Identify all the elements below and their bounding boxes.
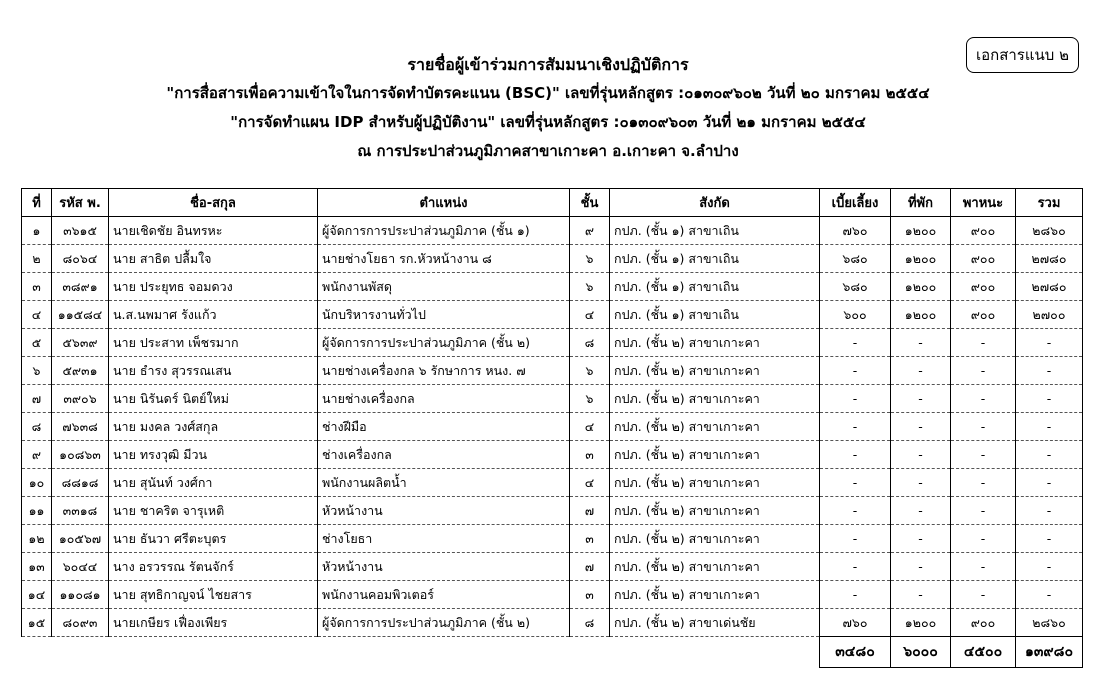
- col-grade-cell: ๖: [570, 357, 610, 385]
- table-row: [22, 441, 1083, 469]
- col-total-cell: ๒๗๘๐: [1016, 245, 1083, 273]
- col-transport-cell: -: [951, 413, 1016, 441]
- table-row: [22, 609, 1083, 637]
- col-allowance-cell: -: [820, 441, 891, 469]
- col-no-cell: ๑: [22, 217, 52, 245]
- col-transport-header: พาหนะ: [951, 189, 1016, 217]
- col-name-cell: น.ส.นพมาศ รังแก้ว: [109, 301, 318, 329]
- col-position-cell: ช่างเครื่องกล: [318, 441, 570, 469]
- col-allowance-cell: -: [820, 385, 891, 413]
- col-unit-cell: กปภ. (ชั้น ๑) สาขาเถิน: [610, 273, 820, 301]
- col-unit-cell: กปภ. (ชั้น ๒) สาขาเกาะคา: [610, 329, 820, 357]
- col-emp-code-cell: ๓๓๑๘: [52, 497, 109, 525]
- col-grade-cell: ๖: [570, 385, 610, 413]
- col-allowance-cell: -: [820, 329, 891, 357]
- col-total-cell: -: [1016, 553, 1083, 581]
- totals-spacer: [22, 637, 820, 668]
- col-transport-cell: ๙๐๐: [951, 301, 1016, 329]
- col-lodging-cell: -: [891, 329, 951, 357]
- table-row: [22, 217, 1083, 245]
- col-emp-code-cell: ๗๖๓๘: [52, 413, 109, 441]
- col-name-cell: นาย สุนันท์ วงศ์กา: [109, 469, 318, 497]
- col-emp-code-cell: ๕๖๓๙: [52, 329, 109, 357]
- col-no-cell: ๙: [22, 441, 52, 469]
- col-total-cell: -: [1016, 357, 1083, 385]
- course-line-2: "การจัดทำแผน IDP สำหรับผู้ปฏิบัติงาน" เลขที่รุ่นหลักสูตร :๐๑๓๐๙๖๐๓ วันที่ ๒๑ มกราคม ๒๕๕๔: [230, 113, 866, 131]
- col-emp-code-cell: ๓๖๑๕: [52, 217, 109, 245]
- col-total-cell: -: [1016, 385, 1083, 413]
- col-grade-cell: ๗: [570, 553, 610, 581]
- col-name-cell: นาย มงคล วงศ์สกุล: [109, 413, 318, 441]
- col-position-cell: นักบริหารงานทั่วไป: [318, 301, 570, 329]
- col-unit-cell: กปภ. (ชั้น ๑) สาขาเถิน: [610, 301, 820, 329]
- col-name-cell: นายเชิดชัย อินทรหะ: [109, 217, 318, 245]
- col-total-header: รวม: [1016, 189, 1083, 217]
- col-emp-code-cell: ๑๑๐๘๑: [52, 581, 109, 609]
- col-name-cell: นาย ชาคริต จารุเหติ: [109, 497, 318, 525]
- table-row: [22, 497, 1083, 525]
- col-position-cell: พนักงานพัสดุ: [318, 273, 570, 301]
- table-row: [22, 329, 1083, 357]
- col-lodging-cell: ๑๒๐๐: [891, 609, 951, 637]
- col-name-cell: นาย ธันวา ศรีตะบุตร: [109, 525, 318, 553]
- col-allowance-cell: -: [820, 553, 891, 581]
- col-unit-header: สังกัด: [610, 189, 820, 217]
- col-unit-cell: กปภ. (ชั้น ๑) สาขาเถิน: [610, 217, 820, 245]
- col-transport-cell: -: [951, 441, 1016, 469]
- col-unit-cell: กปภ. (ชั้น ๒) สาขาเกาะคา: [610, 497, 820, 525]
- col-total-cell: ๒๘๖๐: [1016, 217, 1083, 245]
- col-transport-cell: -: [951, 385, 1016, 413]
- col-total-cell: ๒๗๘๐: [1016, 273, 1083, 301]
- attachment-label: เอกสารแนบ ๒: [966, 37, 1079, 73]
- document-titles: [0, 50, 1096, 166]
- col-emp-code-cell: ๕๙๓๑: [52, 357, 109, 385]
- col-no-cell: ๕: [22, 329, 52, 357]
- col-allowance-header: เบี้ยเลี้ยง: [820, 189, 891, 217]
- table-row: [22, 245, 1083, 273]
- col-total-cell: -: [1016, 413, 1083, 441]
- col-emp-code-cell: ๑๐๕๖๗: [52, 525, 109, 553]
- col-transport-cell: -: [951, 581, 1016, 609]
- table-row: [22, 413, 1083, 441]
- col-grade-cell: ๙: [570, 217, 610, 245]
- col-grade-header: ชั้น: [570, 189, 610, 217]
- col-name-cell: นาย ทรงวุฒิ มีวน: [109, 441, 318, 469]
- col-total-cell: ๒๗๐๐: [1016, 301, 1083, 329]
- col-unit-cell: กปภ. (ชั้น ๑) สาขาเถิน: [610, 245, 820, 273]
- col-name-cell: นาย ประสาท เพ็ชรมาก: [109, 329, 318, 357]
- col-no-cell: ๘: [22, 413, 52, 441]
- col-allowance-cell: -: [820, 525, 891, 553]
- venue-line: ณ การประปาส่วนภูมิภาคสาขาเกาะคา อ.เกาะคา จ.ลำปาง: [357, 142, 739, 160]
- col-position-cell: หัวหน้างาน: [318, 497, 570, 525]
- participants-table: [21, 188, 1083, 668]
- col-no-cell: ๒: [22, 245, 52, 273]
- col-lodging-cell: -: [891, 441, 951, 469]
- col-allowance-cell: ๖๘๐: [820, 245, 891, 273]
- col-position-cell: ผู้จัดการการประปาส่วนภูมิภาค (ชั้น ๑): [318, 217, 570, 245]
- col-lodging-cell: ๑๒๐๐: [891, 301, 951, 329]
- col-allowance-cell: ๖๐๐: [820, 301, 891, 329]
- col-total-cell: -: [1016, 441, 1083, 469]
- col-emp-code-header: รหัส พ.: [52, 189, 109, 217]
- col-emp-code-cell: ๘๘๑๘: [52, 469, 109, 497]
- col-grade-cell: ๘: [570, 329, 610, 357]
- document-title: รายชื่อผู้เข้าร่วมการสัมมนาเชิงปฏิบัติการ: [407, 55, 689, 74]
- col-total-cell: ๒๘๖๐: [1016, 609, 1083, 637]
- col-no-header: ที่: [22, 189, 52, 217]
- col-no-cell: ๑๑: [22, 497, 52, 525]
- col-emp-code-cell: ๓๙๐๖: [52, 385, 109, 413]
- table-row: [22, 273, 1083, 301]
- col-emp-code-cell: ๖๐๔๔: [52, 553, 109, 581]
- totals-row: [22, 637, 1083, 668]
- table-row: [22, 525, 1083, 553]
- col-grade-cell: ๓: [570, 441, 610, 469]
- col-name-cell: นาง อรวรรณ รัตนจักร์: [109, 553, 318, 581]
- col-unit-cell: กปภ. (ชั้น ๒) สาขาเกาะคา: [610, 357, 820, 385]
- col-transport-cell: -: [951, 553, 1016, 581]
- col-total-cell: -: [1016, 525, 1083, 553]
- col-position-cell: ผู้จัดการการประปาส่วนภูมิภาค (ชั้น ๒): [318, 329, 570, 357]
- table-row: [22, 553, 1083, 581]
- col-grade-cell: ๖: [570, 273, 610, 301]
- col-allowance-total: ๓๔๘๐: [820, 637, 891, 668]
- col-grade-cell: ๘: [570, 609, 610, 637]
- col-position-cell: ช่างฝีมือ: [318, 413, 570, 441]
- col-grade-cell: ๔: [570, 301, 610, 329]
- table-row: [22, 581, 1083, 609]
- col-lodging-cell: -: [891, 413, 951, 441]
- col-no-cell: ๑๐: [22, 469, 52, 497]
- col-unit-cell: กปภ. (ชั้น ๒) สาขาเกาะคา: [610, 553, 820, 581]
- col-lodging-cell: ๑๒๐๐: [891, 245, 951, 273]
- col-transport-cell: ๙๐๐: [951, 273, 1016, 301]
- col-total-cell: -: [1016, 497, 1083, 525]
- col-no-cell: ๑๒: [22, 525, 52, 553]
- col-transport-cell: -: [951, 329, 1016, 357]
- col-allowance-cell: -: [820, 469, 891, 497]
- col-transport-cell: -: [951, 357, 1016, 385]
- col-name-cell: นาย นิรันดร์ นิตย์ใหม่: [109, 385, 318, 413]
- col-name-cell: นาย ธำรง สุวรรณเสน: [109, 357, 318, 385]
- col-lodging-header: ที่พัก: [891, 189, 951, 217]
- col-emp-code-cell: ๓๘๙๑: [52, 273, 109, 301]
- col-no-cell: ๔: [22, 301, 52, 329]
- course-line-1: "การสื่อสารเพื่อความเข้าใจในการจัดทำบัตรคะแนน (BSC)" เลขที่รุ่นหลักสูตร :๐๑๓๐๙๖๐๒ วันที่ ๒๐ มกราคม ๒๕๕๔: [166, 84, 930, 102]
- col-lodging-cell: -: [891, 553, 951, 581]
- col-no-cell: ๑๓: [22, 553, 52, 581]
- col-grade-cell: ๔: [570, 413, 610, 441]
- col-transport-cell: -: [951, 497, 1016, 525]
- col-total-total: ๑๓๙๘๐: [1016, 637, 1083, 668]
- col-allowance-cell: -: [820, 497, 891, 525]
- col-allowance-cell: ๖๘๐: [820, 273, 891, 301]
- col-transport-cell: -: [951, 469, 1016, 497]
- col-grade-cell: ๔: [570, 469, 610, 497]
- col-total-cell: -: [1016, 329, 1083, 357]
- col-no-cell: ๗: [22, 385, 52, 413]
- col-unit-cell: กปภ. (ชั้น ๒) สาขาเกาะคา: [610, 581, 820, 609]
- col-allowance-cell: ๗๖๐: [820, 217, 891, 245]
- col-emp-code-cell: ๘๐๖๔: [52, 245, 109, 273]
- col-allowance-cell: ๗๖๐: [820, 609, 891, 637]
- col-lodging-cell: -: [891, 497, 951, 525]
- col-no-cell: ๓: [22, 273, 52, 301]
- col-unit-cell: กปภ. (ชั้น ๒) สาขาเด่นชัย: [610, 609, 820, 637]
- col-transport-cell: ๙๐๐: [951, 609, 1016, 637]
- col-allowance-cell: -: [820, 357, 891, 385]
- col-lodging-cell: -: [891, 385, 951, 413]
- col-lodging-cell: -: [891, 357, 951, 385]
- col-position-header: ตำแหน่ง: [318, 189, 570, 217]
- col-grade-cell: ๓: [570, 525, 610, 553]
- col-position-cell: นายช่างเครื่องกล ๖ รักษาการ หนง. ๗: [318, 357, 570, 385]
- col-name-header: ชื่อ-สกุล: [109, 189, 318, 217]
- col-name-cell: นาย สาธิต ปลื้มใจ: [109, 245, 318, 273]
- col-grade-cell: ๖: [570, 245, 610, 273]
- col-no-cell: ๑๔: [22, 581, 52, 609]
- col-position-cell: หัวหน้างาน: [318, 553, 570, 581]
- col-position-cell: พนักงานผลิตน้ำ: [318, 469, 570, 497]
- col-unit-cell: กปภ. (ชั้น ๒) สาขาเกาะคา: [610, 441, 820, 469]
- col-lodging-cell: -: [891, 525, 951, 553]
- col-lodging-total: ๖๐๐๐: [891, 637, 951, 668]
- col-unit-cell: กปภ. (ชั้น ๒) สาขาเกาะคา: [610, 413, 820, 441]
- table-row: [22, 357, 1083, 385]
- col-transport-cell: ๙๐๐: [951, 217, 1016, 245]
- col-unit-cell: กปภ. (ชั้น ๒) สาขาเกาะคา: [610, 385, 820, 413]
- col-position-cell: ช่างโยธา: [318, 525, 570, 553]
- col-lodging-cell: -: [891, 581, 951, 609]
- table-header-row: [22, 189, 1083, 217]
- col-lodging-cell: ๑๒๐๐: [891, 217, 951, 245]
- col-position-cell: ผู้จัดการการประปาส่วนภูมิภาค (ชั้น ๒): [318, 609, 570, 637]
- col-name-cell: นายเกษียร เฟื่องเพียร: [109, 609, 318, 637]
- col-emp-code-cell: ๑๐๘๖๓: [52, 441, 109, 469]
- table-row: [22, 469, 1083, 497]
- col-no-cell: ๖: [22, 357, 52, 385]
- col-position-cell: พนักงานคอมพิวเตอร์: [318, 581, 570, 609]
- col-grade-cell: ๓: [570, 581, 610, 609]
- col-position-cell: นายช่างเครื่องกล: [318, 385, 570, 413]
- col-lodging-cell: -: [891, 469, 951, 497]
- col-total-cell: -: [1016, 469, 1083, 497]
- col-unit-cell: กปภ. (ชั้น ๒) สาขาเกาะคา: [610, 525, 820, 553]
- col-no-cell: ๑๕: [22, 609, 52, 637]
- col-name-cell: นาย ประยุทธ จอมดวง: [109, 273, 318, 301]
- col-lodging-cell: ๑๒๐๐: [891, 273, 951, 301]
- col-emp-code-cell: ๘๐๙๓: [52, 609, 109, 637]
- col-allowance-cell: -: [820, 581, 891, 609]
- col-position-cell: นายช่างโยธา รก.หัวหน้างาน ๘: [318, 245, 570, 273]
- col-allowance-cell: -: [820, 413, 891, 441]
- col-transport-cell: -: [951, 525, 1016, 553]
- col-name-cell: นาย สุทธิกาญจน์ ไชยสาร: [109, 581, 318, 609]
- col-transport-cell: ๙๐๐: [951, 245, 1016, 273]
- col-grade-cell: ๗: [570, 497, 610, 525]
- col-transport-total: ๔๕๐๐: [951, 637, 1016, 668]
- table-row: [22, 385, 1083, 413]
- col-emp-code-cell: ๑๑๕๘๔: [52, 301, 109, 329]
- table-row: [22, 301, 1083, 329]
- col-unit-cell: กปภ. (ชั้น ๒) สาขาเกาะคา: [610, 469, 820, 497]
- col-total-cell: -: [1016, 581, 1083, 609]
